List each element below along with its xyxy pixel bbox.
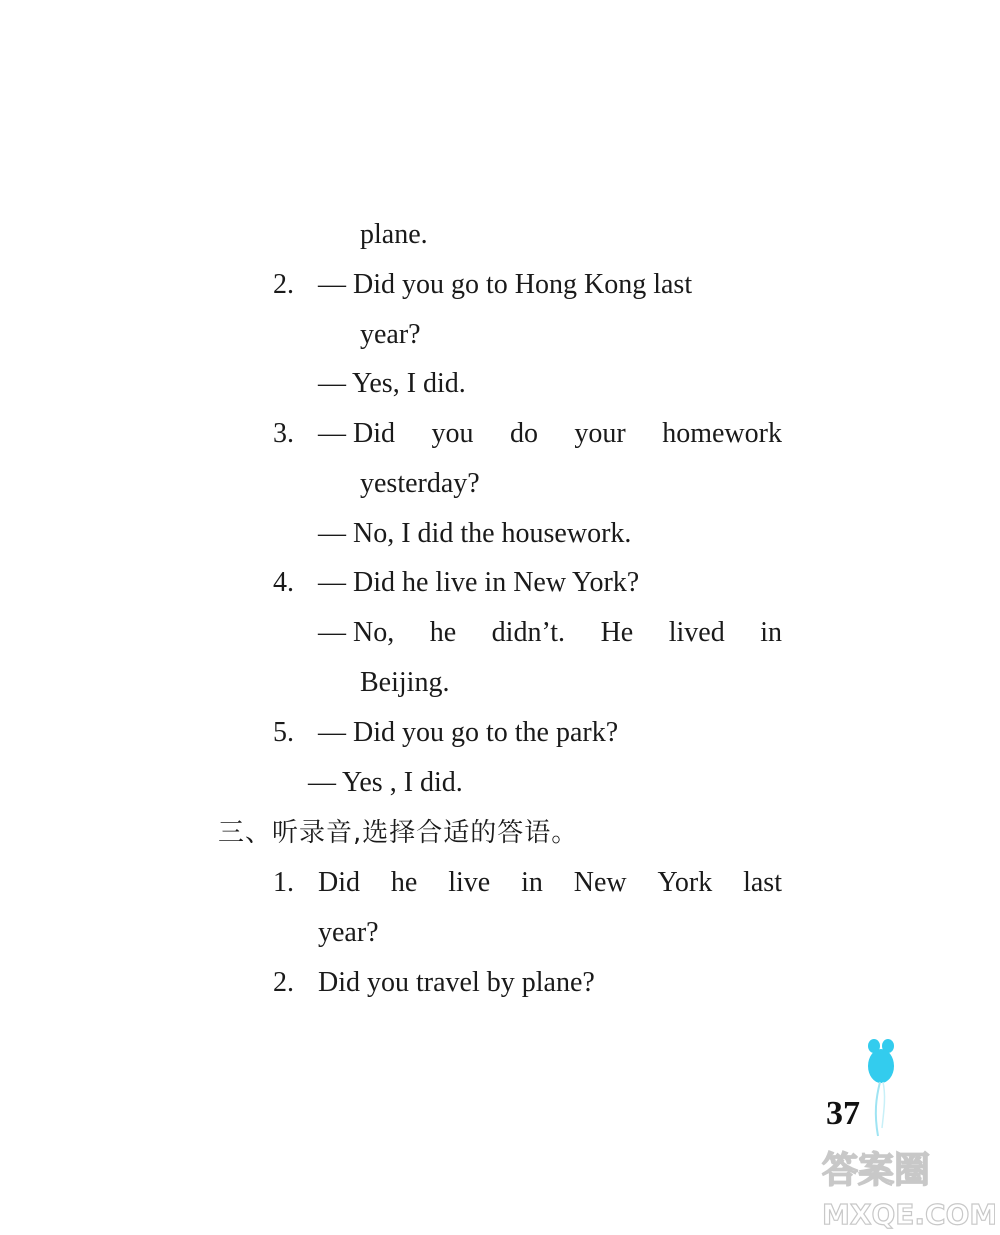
item-number: 2. bbox=[273, 269, 294, 300]
question-line: yesterday? bbox=[360, 468, 480, 499]
item-number: 2. bbox=[273, 967, 294, 998]
word: he bbox=[429, 617, 457, 648]
section-heading: 三、听录音,选择合适的答语。 bbox=[218, 818, 579, 848]
answer-line: — No, I did the housework. bbox=[318, 518, 632, 549]
watermark-text-en: MXQE.COM bbox=[822, 1198, 995, 1230]
word: homework bbox=[662, 418, 782, 449]
word: — No, bbox=[318, 617, 395, 648]
item-number: 5. bbox=[273, 717, 294, 748]
word: live bbox=[448, 867, 491, 898]
question-line: year? bbox=[318, 917, 379, 948]
question-line: Did you travel by plane? bbox=[318, 967, 595, 998]
answer-line bbox=[318, 616, 782, 650]
word: in bbox=[521, 867, 543, 898]
word: last bbox=[743, 867, 782, 898]
word: Did bbox=[318, 867, 360, 898]
word: didn’t. bbox=[491, 617, 566, 648]
question-line bbox=[318, 417, 782, 451]
word: He bbox=[600, 617, 634, 648]
answer-line: plane. bbox=[360, 219, 428, 250]
watermark-logo bbox=[820, 1140, 995, 1230]
item-number: 1. bbox=[273, 867, 294, 898]
mouse-icon bbox=[862, 1038, 902, 1138]
watermark-text-cn: 答案圈 bbox=[822, 1150, 931, 1191]
word: — Did bbox=[318, 418, 395, 449]
question-line: year? bbox=[360, 319, 421, 350]
question-line: — Did he live in New York? bbox=[318, 567, 640, 598]
word: in bbox=[760, 617, 782, 648]
answer-line: Beijing. bbox=[360, 667, 450, 698]
answer-line: — Yes , I did. bbox=[308, 767, 463, 798]
word: New bbox=[573, 867, 627, 898]
answer-line: — Yes, I did. bbox=[318, 368, 466, 399]
word: you bbox=[431, 418, 474, 449]
word: your bbox=[574, 418, 626, 449]
word: do bbox=[509, 418, 538, 449]
word: he bbox=[390, 867, 418, 898]
item-number: 4. bbox=[273, 567, 294, 598]
question-line: — Did you go to the park? bbox=[318, 717, 619, 748]
question-line: — Did you go to Hong Kong last bbox=[318, 269, 693, 300]
word: lived bbox=[668, 617, 725, 648]
word: York bbox=[657, 867, 713, 898]
page-number: 37 bbox=[826, 1095, 860, 1132]
item-number: 3. bbox=[273, 418, 294, 449]
question-line bbox=[318, 866, 782, 900]
